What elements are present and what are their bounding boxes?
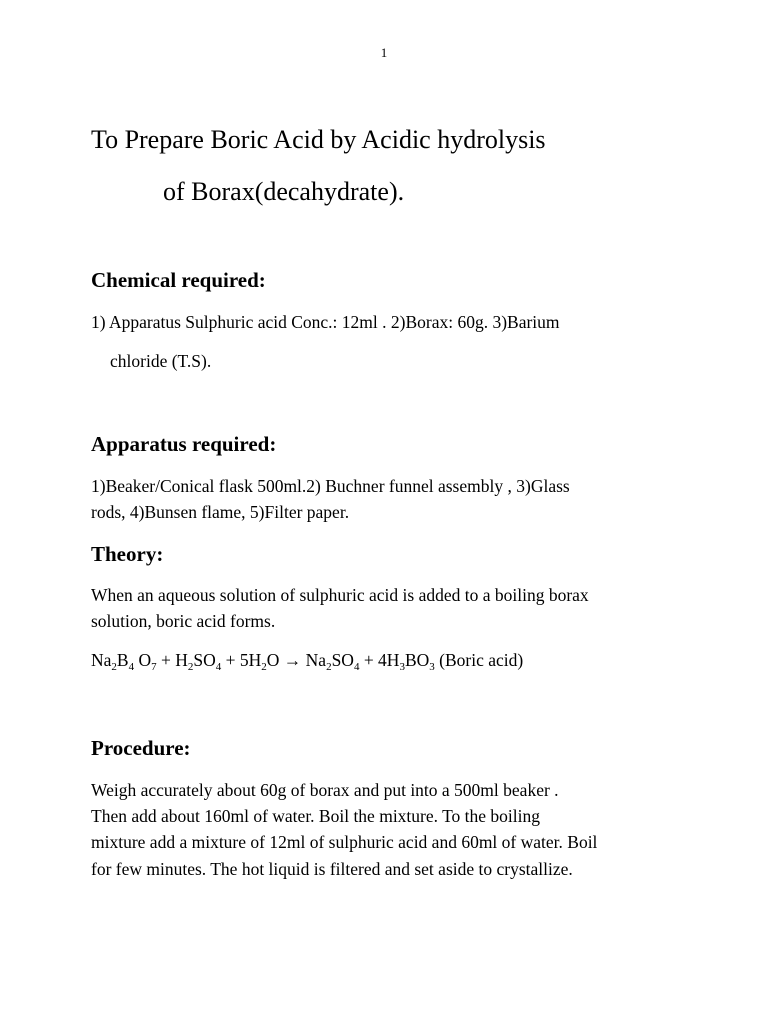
procedure-heading: Procedure: [91,736,191,760]
theory-line-2: solution, boric acid forms. [91,611,276,631]
procedure-line-2: Then add about 160ml of water. Boil the mixture. To the boiling [91,806,541,826]
theory-line-1: When an aqueous solution of sulphuric acid is added to a boiling borax [91,585,589,605]
chemicals-line-1: 1) Apparatus Sulphuric acid Conc.: 12ml . 2)Borax: 60g. 3)Barium [91,312,560,332]
reaction-equation: $Na_2B_4$ $O_7 + H_2SO_4 + 5H_2O \to Na_2SO_4 + 4H_3BO_3$ (Boric acid) [91,650,524,673]
apparatus-line-1: 1)Beaker/Conical flask 500ml.2) Buchner funnel assembly , 3)Glass [91,476,570,496]
theory-heading: Theory: [91,542,164,566]
procedure-line-4: for few minutes. The hot liquid is filtered and set aside to crystallize. [91,859,573,879]
procedure-line-3: mixture add a mixture of 12ml of sulphuric acid and 60ml of water. Boil [91,832,598,852]
apparatus-heading: Apparatus required: [91,432,277,456]
title-line-1: To Prepare Boric Acid by Acidic hydrolysis [91,125,546,154]
procedure-line-1: Weigh accurately about 60g of borax and put into a 500ml beaker . [91,780,559,800]
chemicals-line-2: chloride (T.S). [110,351,212,371]
apparatus-line-2: rods, 4)Bunsen flame, 5)Filter paper. [91,502,350,522]
title-line-2: of Borax(decahydrate). [163,177,405,206]
page-number: 1 [380,45,388,60]
chemicals-heading: Chemical required: [91,268,266,292]
